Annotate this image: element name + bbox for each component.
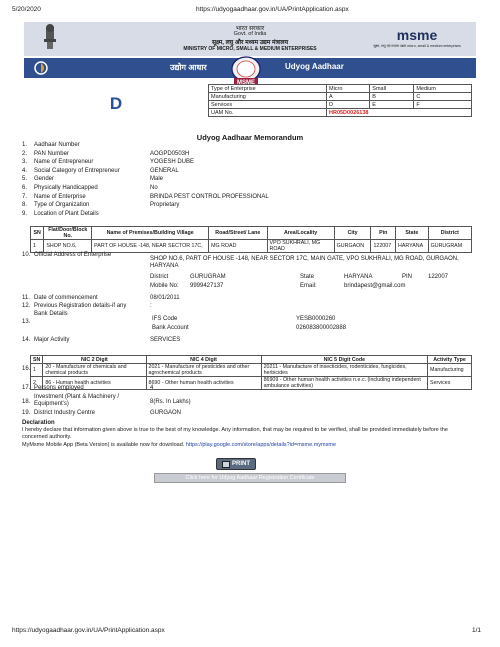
enterprise-type-table — [208, 84, 472, 117]
title-english: Udyog Aadhaar — [285, 62, 344, 71]
persons-value: 4 — [150, 385, 154, 391]
detail-value: BRINDA PEST CONTROL PROFESSIONAL — [150, 193, 269, 200]
table-row — [31, 240, 472, 253]
plant-header: Name of Premises/Building Village — [92, 227, 209, 240]
state-value: HARYANA — [344, 274, 373, 280]
prev-reg-num: 12. — [22, 303, 31, 309]
detail-num: 1. — [22, 142, 28, 148]
msme-logo-icon — [372, 28, 462, 42]
plant-header: Flat/Door/Block No. — [44, 227, 92, 240]
plant-cell: 122007 — [371, 240, 396, 253]
detail-label: Name of Enterprise — [34, 193, 86, 200]
footer-url: https://udyogaadhaar.gov.in/UA/PrintApplication.aspx — [12, 627, 165, 634]
detail-label: Gender — [34, 176, 55, 183]
commencement-num: 11. — [22, 295, 30, 301]
msme-tagline: सूक्ष्म, लघु एवं मध्यम उद्यम micro, small & medium enterprises — [373, 44, 461, 48]
msme-seal-icon — [228, 56, 264, 86]
print-button[interactable] — [216, 458, 256, 470]
table-row — [31, 377, 472, 390]
nic-header: NIC 4 Digit — [146, 356, 261, 364]
email-label: Email: — [300, 283, 317, 289]
nic-cell: 2021 - Manufacture of pesticides and other agrochemical products — [146, 364, 261, 377]
detail-label: PAN Number — [34, 150, 69, 157]
enterprise-row — [209, 93, 472, 101]
bank-label: Bank Details — [34, 311, 68, 317]
investment-value: 8(Rs. In Lakhs) — [150, 399, 191, 405]
enterprise-cell: A — [327, 93, 370, 101]
enterprise-cell: Small — [370, 85, 414, 93]
plant-details-table — [30, 226, 472, 253]
dic-label: District Industry Centre — [34, 410, 96, 416]
ministry-hindi: सूक्ष्म, लघु और मध्यम उद्यम मंत्रालय — [211, 40, 289, 46]
persons-label: Persons employed — [34, 385, 84, 391]
mymsme-note — [22, 442, 470, 448]
account-value: 026083800002888 — [296, 325, 347, 331]
detail-label: Location of Plant Details — [34, 210, 99, 217]
plant-header: Pin — [371, 227, 396, 240]
plant-cell: GURUGRAM — [428, 240, 471, 253]
plant-header: SN — [31, 227, 44, 240]
nic-cell: 2 — [31, 377, 43, 390]
plant-cell: VPO SUKHRALI, MG ROAD — [267, 240, 334, 253]
declaration-text: I hereby declare that information given above is true to the best of my knowledge. Any information, that may be required to be verified, shall be provided immediately before the concerned authority. — [22, 427, 448, 440]
nic-cell: 1 — [31, 364, 43, 377]
pin-label: PIN — [402, 274, 413, 280]
enterprise-cell: Services — [209, 101, 327, 109]
enterprise-cell: B — [370, 93, 414, 101]
page-title: Udyog Aadhaar Memorandum — [196, 133, 304, 142]
district-label: District — [150, 274, 169, 280]
detail-num: 7. — [22, 193, 28, 200]
mymsme-prefix: MyMsme Mobile App (Beta Version) is available now for download. — [22, 442, 185, 448]
detail-num: 8. — [22, 202, 28, 209]
ministry-en: MINISTRY OF MICRO, SMALL & MEDIUM ENTERPRISES — [183, 46, 317, 52]
print-button-label: PRINT — [232, 461, 250, 467]
nic-cell: 20 - Manufacture of chemicals and chemical products — [43, 364, 146, 377]
plant-header: Area/Locality — [267, 227, 334, 240]
plant-header: State — [396, 227, 429, 240]
detail-value: YOGESH DUBE — [150, 159, 195, 166]
mobile-label: Mobile No: — [150, 283, 179, 289]
major-activity-num: 14. — [22, 337, 31, 343]
enterprise-cell: Medium — [414, 85, 472, 93]
detail-label: Physically Handicapped — [34, 185, 98, 191]
detail-label: Aadhaar Number — [34, 142, 80, 148]
dic-value: GURGAON — [150, 410, 182, 416]
email-value: brindapest@gmail.com — [344, 283, 406, 289]
mobile-value: 9999427137 — [190, 283, 224, 289]
nic-cell: 8690 - Other human health activities — [146, 377, 261, 390]
detail-label: Name of Entrepreneur — [34, 159, 94, 166]
print-url: https://udyogaadhaar.gov.in/UA/PrintApplication.aspx — [196, 6, 349, 13]
detail-value: No — [150, 185, 158, 191]
nic-header: NIC 2 Digit — [43, 356, 146, 364]
plant-cell: 1 — [31, 240, 44, 253]
persons-num: 17. — [22, 385, 31, 391]
detail-label: Social Category of Entrepreneur — [34, 167, 120, 174]
nic-header: SN — [31, 356, 43, 364]
gov-hindi: भारत सरकार — [235, 26, 265, 32]
svg-text:MSME: MSME — [237, 80, 255, 86]
plant-cell: GURGAON — [334, 240, 371, 253]
nic-cell: Manufacturing — [428, 364, 472, 377]
print-date: 5/20/2020 — [12, 6, 41, 13]
detail-num: 3. — [22, 159, 28, 166]
enterprise-category-letter: D — [109, 94, 123, 113]
national-emblem-icon — [40, 24, 60, 52]
footer-page: 1/1 — [472, 627, 482, 634]
detail-num: 2. — [22, 150, 28, 157]
state-label: State — [300, 274, 315, 280]
enterprise-row — [209, 85, 472, 93]
uam-number: HR05D0026138 — [327, 109, 472, 117]
detail-value: AOGPD0503H — [150, 150, 190, 157]
ifs-label: IFS Code — [152, 316, 178, 322]
uam-row — [209, 109, 472, 117]
nic-num: 16. — [22, 366, 31, 372]
commencement-value: 08/01/2011 — [150, 295, 180, 301]
nic-cell: 86909 - Other human health activities n.e.c. (including independent ambulance activities) — [261, 377, 427, 390]
detail-num: 5. — [22, 176, 28, 183]
nic-cell: Services — [428, 377, 472, 390]
title-hindi: उद्योग आधार — [170, 63, 207, 72]
account-label: Bank Account — [152, 325, 189, 331]
office-num: 10. — [22, 252, 31, 258]
commencement-label: Date of commencement — [34, 295, 98, 301]
enterprise-cell: F — [414, 101, 472, 109]
enterprise-cell: C — [414, 93, 472, 101]
nic-cell: 86 - Human health activities — [43, 377, 146, 390]
aadhaar-logo-icon — [30, 60, 52, 76]
gov-en: Govt. of India — [233, 31, 267, 37]
detail-num: 6. — [22, 185, 28, 191]
plant-cell: MG ROAD — [209, 240, 267, 253]
ifs-value: YESB0000260 — [296, 316, 336, 322]
detail-num: 9. — [22, 210, 28, 217]
pin-value: 122007 — [428, 274, 449, 280]
detail-value: GENERAL — [150, 167, 179, 174]
detail-num: 4. — [22, 167, 28, 174]
dic-num: 19. — [22, 410, 31, 416]
district-value: GURUGRAM — [190, 274, 226, 280]
investment-num: 18. — [22, 399, 31, 405]
bank-num: 13. — [22, 319, 31, 325]
enterprise-cell: D — [327, 101, 370, 109]
enterprise-cell: E — [370, 101, 414, 109]
office-address: SHOP NO.6, PART OF HOUSE -148, NEAR SECTOR 17C, MAIN GATE, VPO SUKHRALI, MG ROAD, GURGAON, HARYANA — [150, 256, 459, 269]
enterprise-cell: Manufacturing — [209, 93, 327, 101]
nic-table — [30, 355, 472, 390]
nic-header: Activity Type — [428, 356, 472, 364]
declaration-title: Declaration — [22, 420, 55, 426]
major-activity-value: SERVICES — [150, 337, 181, 343]
enterprise-cell: Micro — [327, 85, 370, 93]
plant-cell: SHOP NO.6, — [44, 240, 92, 253]
certificate-button[interactable]: Click here for Udyog Aadhaar Registration Certificate — [154, 473, 346, 483]
office-label: Official Address of Enterprise — [34, 252, 112, 258]
table-row — [31, 364, 472, 377]
plant-cell: HARYANA — [396, 240, 429, 253]
plant-header: District — [428, 227, 471, 240]
nic-cell: 20211 - Manufacture of insecticides, rodenticides, fungicides, herbicides — [261, 364, 427, 377]
investment-label: Investment (Plant & Machinery / Equipment's) — [34, 394, 120, 407]
nic-header: NIC 5 Digit Code — [261, 356, 427, 364]
major-activity-label: Major Activity — [34, 337, 70, 343]
plant-header: Road/Street/ Lane — [209, 227, 267, 240]
detail-value: Proprietary — [150, 202, 180, 209]
plant-cell: PART OF HOUSE -148, NEAR SECTOR 17C, — [92, 240, 209, 253]
mymsme-link[interactable]: https://play.google.com/store/apps/details?id=msme.mymsme — [185, 442, 337, 448]
prev-reg-label: Previous Registration details-if any — [34, 303, 127, 309]
uam-label: UAM No. — [209, 109, 327, 117]
prev-reg-value: : — [150, 303, 152, 309]
svg-text:msme: msme — [396, 28, 438, 42]
plant-header: City — [334, 227, 371, 240]
detail-value: Male — [150, 176, 164, 183]
printer-icon — [222, 461, 230, 468]
enterprise-cell: Type of Enterprise — [209, 85, 327, 93]
detail-label: Type of Organization — [34, 202, 90, 209]
enterprise-row — [209, 101, 472, 109]
